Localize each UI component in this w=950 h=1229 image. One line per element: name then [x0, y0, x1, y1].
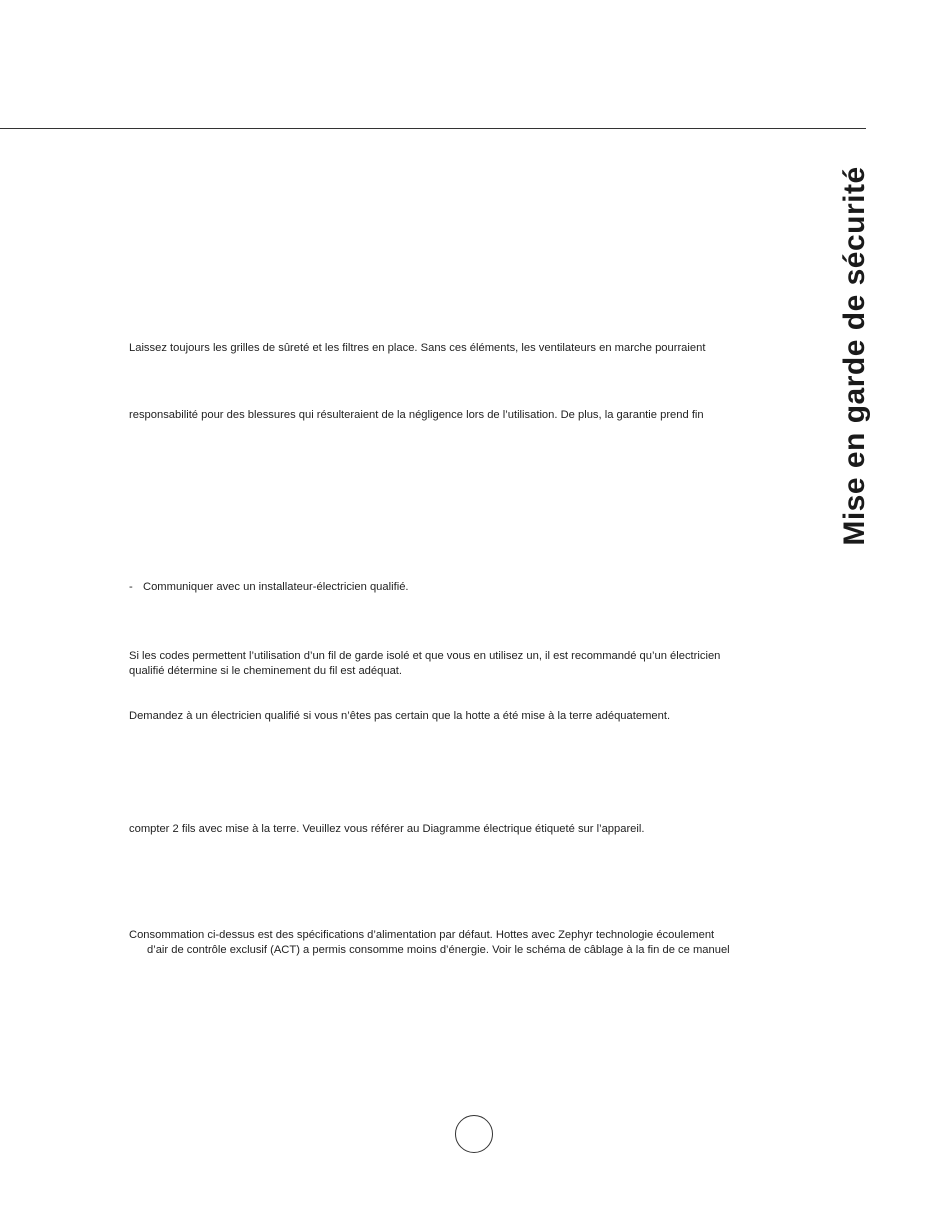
paragraph-line: qualifié détermine si le cheminement du fil est adéquat. [129, 665, 403, 677]
paragraph-wiring [129, 822, 809, 837]
side-section-title: Mise en garde de sécurité [838, 166, 871, 546]
paragraph-line: responsabilité pour des blessures qui résulteraient de la négligence lors de l’utilisation. De plus, la garantie prend fin [129, 409, 704, 421]
bullet-item-electrician [129, 580, 409, 595]
paragraph-line: Si les codes permettent l’utilisation d’un fil de garde isolé et que vous en utilisez un, il est recommandé qu’un électricien [129, 650, 721, 662]
paragraph-line: Laissez toujours les grilles de sûreté et les filtres en place. Sans ces éléments, les ventilateurs en marche pourraient [129, 342, 706, 354]
bullet-dash: - [129, 581, 133, 593]
paragraph-grounding-check [129, 709, 809, 724]
paragraph-line: Demandez à un électricien qualifié si vous n’êtes pas certain que la hotte a été mise à la terre adéquatement. [129, 710, 671, 722]
paragraph-line: d’air de contrôle exclusif (ACT) a permis consomme moins d’énergie. Voir le schéma de câblage à la fin de ce manuel [147, 944, 730, 956]
paragraph-safety-grilles [129, 341, 809, 356]
header-divider [0, 128, 866, 129]
bullet-text: Communiquer avec un installateur-électricien qualifié. [143, 581, 409, 593]
paragraph-line: compter 2 fils avec mise à la terre. Veuillez vous référer au Diagramme électrique étiqueté sur l’appareil. [129, 823, 645, 835]
side-title-container [834, 160, 876, 552]
paragraph-ground-wire [129, 649, 809, 679]
paragraph-consumption [129, 928, 809, 958]
paragraph-responsibility [129, 408, 809, 423]
paragraph-line: Consommation ci-dessus est des spécifications d’alimentation par défaut. Hottes avec Zephyr technologie écoulement [129, 929, 715, 941]
page-number-circle [455, 1115, 493, 1153]
